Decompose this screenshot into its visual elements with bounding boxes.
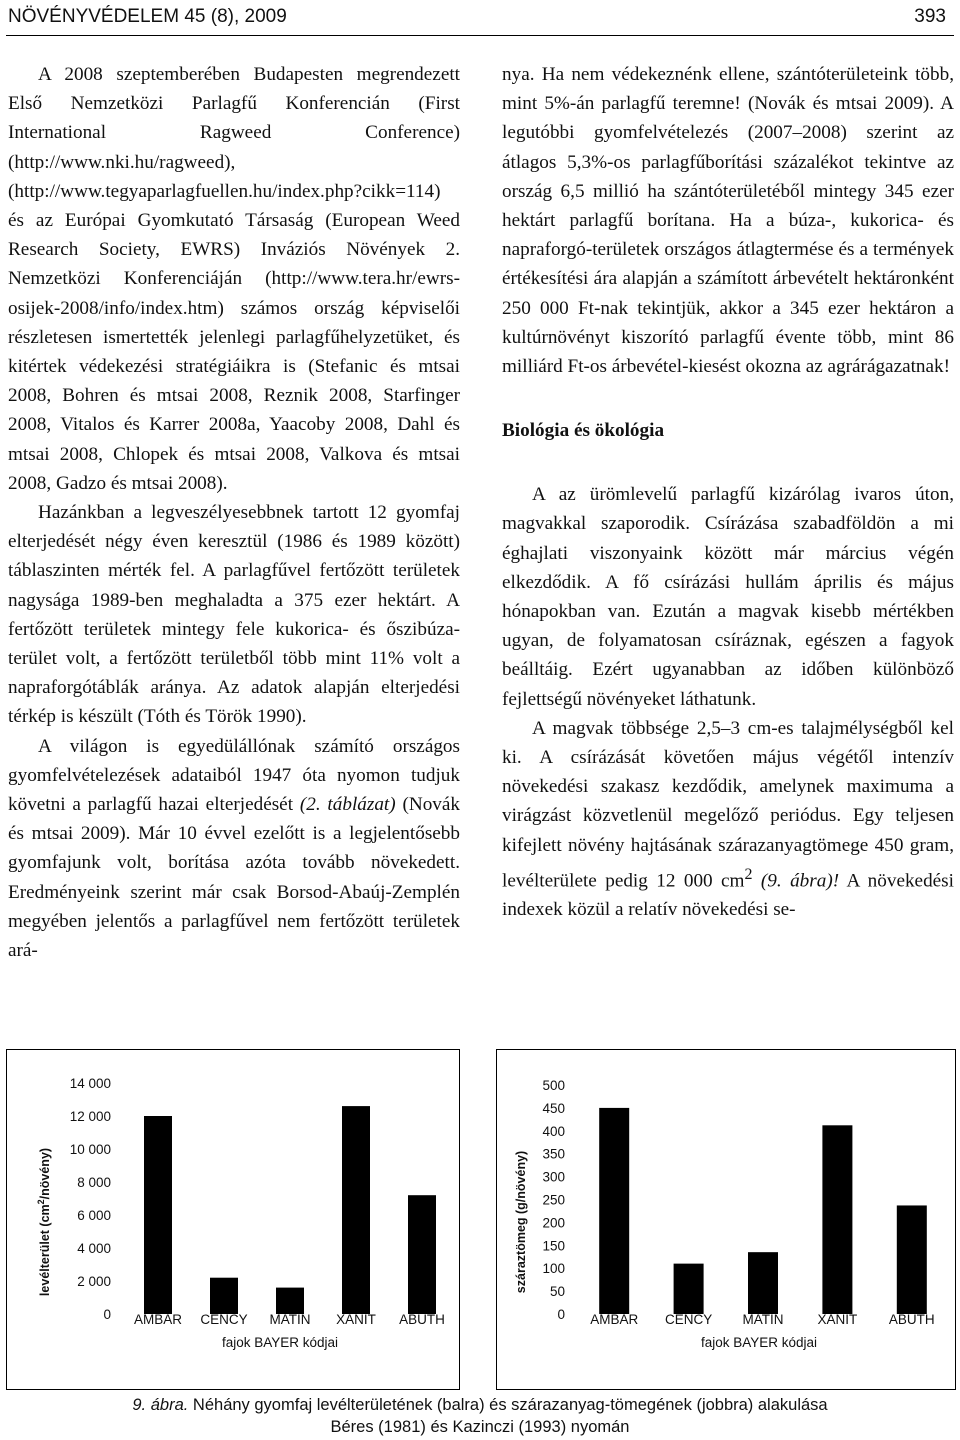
y-tick-label: 6 000 bbox=[77, 1208, 111, 1223]
bar-matin bbox=[276, 1288, 304, 1314]
y-tick-label: 8 000 bbox=[77, 1175, 111, 1190]
superscript: 2 bbox=[744, 865, 753, 883]
bar-ambar bbox=[599, 1108, 629, 1314]
bar-xanit bbox=[822, 1125, 852, 1314]
x-tick-label: MATIN bbox=[742, 1312, 784, 1327]
y-tick-label: 12 000 bbox=[69, 1109, 111, 1124]
bar-abuth bbox=[408, 1195, 436, 1314]
right-column bbox=[502, 60, 954, 925]
bar-cency bbox=[674, 1264, 704, 1314]
x-axis-label: fajok BAYER kódjai bbox=[221, 1335, 339, 1350]
y-tick-label: 10 000 bbox=[69, 1142, 111, 1157]
y-tick-label: 2 000 bbox=[77, 1274, 111, 1289]
y-tick-label: 4 000 bbox=[77, 1241, 111, 1256]
leaf-area-chart bbox=[6, 1049, 460, 1390]
x-axis-label: fajok BAYER kódjai bbox=[700, 1335, 818, 1350]
paragraph bbox=[8, 732, 460, 966]
x-tick-label: XANIT bbox=[336, 1312, 376, 1327]
y-tick-label: 350 bbox=[542, 1146, 565, 1162]
paragraph: nya. Ha nem védekeznénk ellene, szántóterületeink több, mint 5%-án parlagfű teremne! (Novák és mtsai 2009). A legutóbbi gyomfelvételezés (2007–2008) szerint az átlagos 5,3%-os parlagfűborítási százalékot tekintve az ország 6,5 millió ha szántóterületéből mintegy 345 ezer hektárt parlagfű borítana. Ha a búza-, kukorica- és napraforgó-területek országos átlagtermése és a termények értékesítési ára alapján a számított árbevételt hektáronként 250 000 Ft-nak tekintjük, akkor a 345 ezer hektáron a kultúrnövényt kiszorító parlagfű évente több, mint 86 milliárd Ft-os árbevétel-kiesést okozna az agrárágazatnak! bbox=[502, 64, 954, 378]
page-number: 393 bbox=[914, 6, 946, 27]
x-tick-label: CENCY bbox=[200, 1312, 248, 1327]
y-tick-label: 0 bbox=[557, 1307, 565, 1322]
x-tick-label: XANIT bbox=[817, 1312, 858, 1327]
y-tick-label: 450 bbox=[542, 1100, 565, 1116]
y-tick-label: 400 bbox=[542, 1123, 565, 1139]
paragraph: A 2008 szeptemberében Budapesten megrendezett Első Nemzetközi Parlagfű Konferencián (First International Ragweed Conference) (http://www.nki.hu/ragweed), (http://www.tegyaparlagfuellen.hu/index.php?cikk=114) és az Európai Gyomkutató Társaság (European Weed Research Society, EWRS) Inváziós Növények 2. Nemzetközi Konferenciáján (http://www.tera.hr/ewrs-osijek-2008/info/index.htm) számos ország képviselői részletesen ismertették jelenlegi parlagfűhelyzetüket, és kitértek védekezési stratégiáikra is (Stefanic és mtsai 2008, Bohren és mtsai 2008, Reznik 2008, Starfinger 2008, Vitalos és Karrer 2008a, Yaacoby 2008, Dahl és mtsai 2008, Chlopek és mtsai 2008, Valkova és mtsai 2008, Gadzo és mtsai 2008). bbox=[8, 64, 460, 494]
y-tick-label: 0 bbox=[103, 1307, 111, 1322]
y-tick-label: 500 bbox=[542, 1078, 565, 1093]
paragraph: Hazánkban a legveszélyesebbnek tartott 12 gyomfaj elterjedését négy éven keresztül (1986 és 1989 között) táblaszinten mérték fel. A parlagfűvel fertőzött területek nagysága 1989-ben meghaladta a 375 ezer hektárt. A fertőzött területek mintegy fele kukorica- és őszibúza-terület volt, a fertőzött területből több mint 11% volt a napraforgótáblák aránya. Az adatok alapján elterjedési térkép is készült (Tóth és Török 1990). bbox=[8, 502, 460, 728]
x-tick-label: ABUTH bbox=[399, 1312, 445, 1327]
left-column bbox=[8, 60, 460, 965]
figure-source: Béres (1981) és Kazinczi (1993) nyomán bbox=[330, 1418, 630, 1436]
dry-mass-chart bbox=[496, 1049, 956, 1390]
caption-text: Néhány gyomfaj levélterületének (balra) és szárazanyag-tömegének (jobbra) alakulása bbox=[188, 1396, 828, 1414]
section-heading: Biológia és ökológia bbox=[502, 420, 665, 442]
x-tick-label: MATIN bbox=[269, 1312, 311, 1327]
dry-mass-chart-svg bbox=[497, 1050, 955, 1389]
y-tick-label: 300 bbox=[542, 1169, 565, 1185]
y-axis-label: száraztömeg (g/növény) bbox=[514, 1150, 528, 1294]
figure-label: 9. ábra. bbox=[132, 1396, 189, 1414]
header-rule bbox=[6, 35, 954, 36]
journal-header: NÖVÉNYVÉDELEM 45 (8), 2009 bbox=[8, 6, 287, 27]
y-tick-label: 100 bbox=[542, 1261, 565, 1277]
paragraph: A az ürömlevelű parlagfű kizárólag ivaros úton, magvakkal szaporodik. Csírázása szabadföldön a mi éghajlati viszonyaink között már március végén elkezdődik. A fő csírázási hullám április és május hónapokban van. Ezután a magvak kisebb mértékben ugyan, de folyamatosan csíráznak, egészen a fagyok beálltáig. Ezért ugyanabban az időben különböző fejlettségű növényeket láthatunk. bbox=[502, 484, 954, 710]
paragraph-text: (Novák és mtsai 2009). Már 10 évvel ezelőtt is a legjelentősebb gyomfajunk volt, borítása azóta tovább növekedett. Eredményeink szerint már csak Borsod-Abaúj-Zemplén megyében jelentős a parlagfűvel nem fertőzött területek ará- bbox=[8, 794, 461, 962]
y-tick-label: 200 bbox=[542, 1215, 565, 1231]
paragraph-text: A növekedési indexek közül a relatív növekedési se- bbox=[502, 870, 954, 921]
y-tick-label: 50 bbox=[549, 1284, 565, 1300]
bar-xanit bbox=[342, 1106, 370, 1314]
bar-abuth bbox=[897, 1205, 927, 1314]
x-tick-label: AMBAR bbox=[133, 1312, 183, 1327]
figure-caption bbox=[0, 1394, 960, 1416]
y-tick-label: 150 bbox=[542, 1238, 565, 1254]
figure-reference: (9. ábra)! bbox=[752, 870, 840, 892]
paragraph-text: A magvak többsége 2,5–3 cm-es talajmélységből kel ki. A csírázását követően május végétől intenzív növekedési szakasz kezdődik, amelynek maximuma a virágzást közvetlenül megelőző periódus. Egy teljesen kifejlett növény hajtásának szárazanyagtömege 450 gram, levélterülete pedig 12 000 cm bbox=[502, 717, 954, 892]
x-tick-label: ABUTH bbox=[888, 1312, 935, 1327]
paragraph bbox=[502, 714, 954, 925]
bar-cency bbox=[210, 1278, 238, 1314]
paragraph-text: A világon is egyedülállónak számító országos gyomfelvételezések adataiból 1947 óta nyomon tudjuk követni a parlagfű hazai elterjedését bbox=[8, 735, 460, 816]
x-tick-label: CENCY bbox=[664, 1312, 713, 1327]
x-tick-label: AMBAR bbox=[590, 1312, 639, 1327]
y-axis-label: levélterület $(cm^2/növény)$ bbox=[36, 1147, 52, 1297]
y-tick-label: 250 bbox=[542, 1192, 565, 1208]
leaf-area-chart-svg bbox=[7, 1050, 459, 1389]
y-tick-label: 14 000 bbox=[69, 1076, 111, 1091]
table-reference: (2. táblázat) bbox=[299, 794, 396, 816]
bar-matin bbox=[748, 1252, 778, 1314]
bar-ambar bbox=[144, 1116, 172, 1314]
